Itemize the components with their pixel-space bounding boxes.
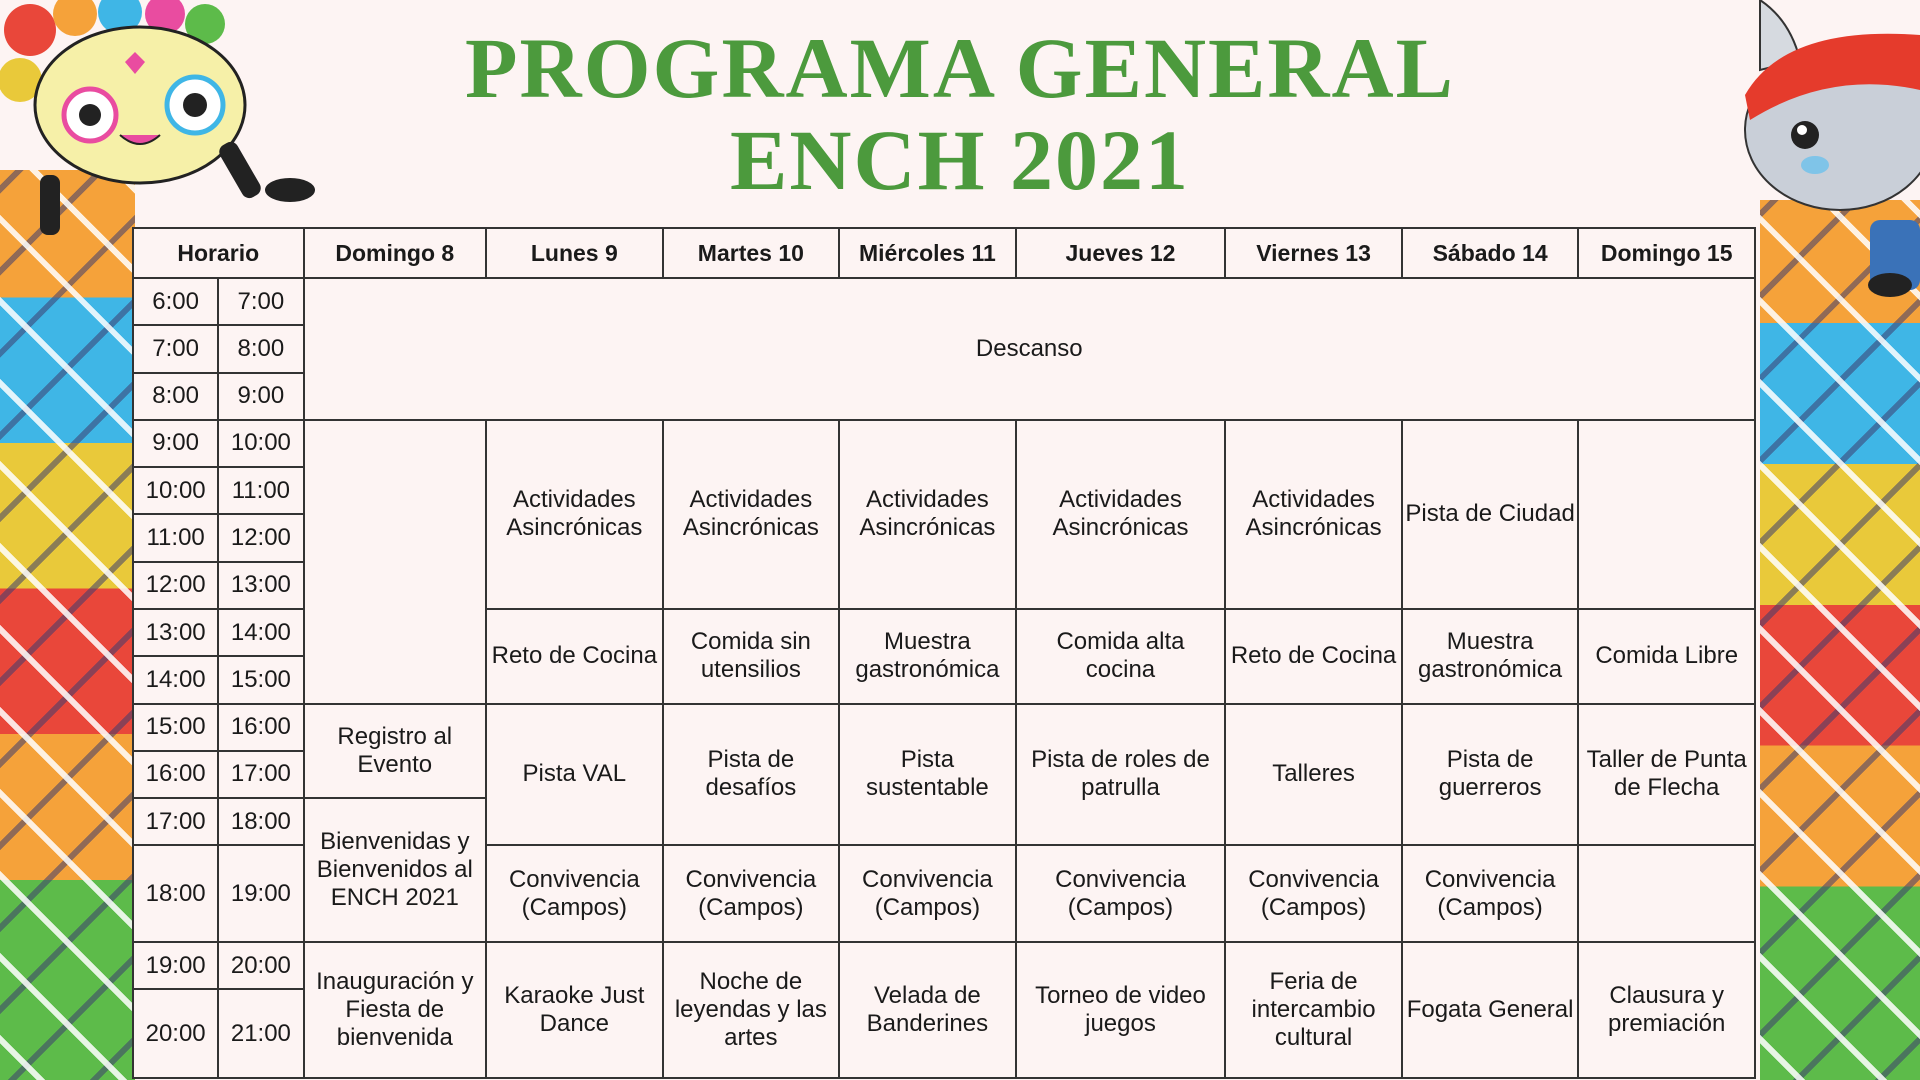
cell-domingo8-inauguracion: Inauguración y Fiesta de bienvenida xyxy=(304,942,487,1078)
cell-domingo15-taller-punta-flecha: Taller de Punta de Flecha xyxy=(1578,704,1755,846)
cell-viernes-convivencia: Convivencia (Campos) xyxy=(1225,845,1402,942)
time-start: 9:00 xyxy=(133,420,218,467)
time-end: 11:00 xyxy=(218,467,303,514)
time-start: 18:00 xyxy=(133,845,218,942)
cell-domingo8-registro: Registro al Evento xyxy=(304,704,487,799)
cell-sabado-muestra-gastronomica: Muestra gastronómica xyxy=(1402,609,1579,704)
cell-lunes-pista-val: Pista VAL xyxy=(486,704,663,846)
header-jueves-12: Jueves 12 xyxy=(1016,228,1226,278)
header-miercoles-11: Miércoles 11 xyxy=(839,228,1016,278)
cell-lunes-reto-cocina: Reto de Cocina xyxy=(486,609,663,704)
cell-sabado-pista-ciudad: Pista de Ciudad xyxy=(1402,420,1579,609)
title-line-1: PROGRAMA GENERAL xyxy=(465,20,1455,116)
time-start: 10:00 xyxy=(133,467,218,514)
header-domingo-8: Domingo 8 xyxy=(304,228,487,278)
time-end: 12:00 xyxy=(218,514,303,561)
cell-sabado-fogata: Fogata General xyxy=(1402,942,1579,1078)
time-end: 15:00 xyxy=(218,656,303,703)
cell-jueves-asincronicas: Actividades Asincrónicas xyxy=(1016,420,1226,609)
cell-domingo15-empty xyxy=(1578,420,1755,609)
cell-domingo8-bienvenidas: Bienvenidas y Bienvenidos al ENCH 2021 xyxy=(304,798,487,942)
cell-miercoles-asincronicas: Actividades Asincrónicas xyxy=(839,420,1016,609)
time-end: 7:00 xyxy=(218,278,303,325)
right-woven-border xyxy=(1760,200,1920,1080)
table-row xyxy=(133,278,1755,325)
cell-lunes-karaoke: Karaoke Just Dance xyxy=(486,942,663,1078)
header-martes-10: Martes 10 xyxy=(663,228,840,278)
time-start: 16:00 xyxy=(133,751,218,798)
cell-lunes-asincronicas: Actividades Asincrónicas xyxy=(486,420,663,609)
cell-domingo15-empty-evening xyxy=(1578,845,1755,942)
time-start: 15:00 xyxy=(133,704,218,751)
cell-viernes-reto-cocina: Reto de Cocina xyxy=(1225,609,1402,704)
cell-domingo15-comida-libre: Comida Libre xyxy=(1578,609,1755,704)
time-end: 8:00 xyxy=(218,325,303,372)
header-viernes-13: Viernes 13 xyxy=(1225,228,1402,278)
title-line-2: ENCH 2021 xyxy=(730,112,1190,208)
time-start: 12:00 xyxy=(133,562,218,609)
table-row xyxy=(133,420,1755,467)
cell-descanso: Descanso xyxy=(304,278,1755,420)
time-start: 11:00 xyxy=(133,514,218,561)
time-start: 20:00 xyxy=(133,989,218,1078)
page-title xyxy=(0,22,1920,206)
table-row xyxy=(133,942,1755,989)
cell-viernes-asincronicas: Actividades Asincrónicas xyxy=(1225,420,1402,609)
cell-sabado-convivencia: Convivencia (Campos) xyxy=(1402,845,1579,942)
cell-jueves-convivencia: Convivencia (Campos) xyxy=(1016,845,1226,942)
table-row xyxy=(133,704,1755,751)
cell-lunes-convivencia: Convivencia (Campos) xyxy=(486,845,663,942)
time-end: 18:00 xyxy=(218,798,303,845)
header-sabado-14: Sábado 14 xyxy=(1402,228,1579,278)
cell-miercoles-convivencia: Convivencia (Campos) xyxy=(839,845,1016,942)
time-end: 10:00 xyxy=(218,420,303,467)
cell-miercoles-pista-sustentable: Pista sustentable xyxy=(839,704,1016,846)
cell-jueves-torneo: Torneo de video juegos xyxy=(1016,942,1226,1078)
time-start: 13:00 xyxy=(133,609,218,656)
cell-jueves-comida-alta-cocina: Comida alta cocina xyxy=(1016,609,1226,704)
time-start: 7:00 xyxy=(133,325,218,372)
cell-martes-asincronicas: Actividades Asincrónicas xyxy=(663,420,840,609)
cell-sabado-pista-guerreros: Pista de guerreros xyxy=(1402,704,1579,846)
header-row xyxy=(133,228,1755,278)
header-lunes-9: Lunes 9 xyxy=(486,228,663,278)
cell-jueves-pista-roles: Pista de roles de patrulla xyxy=(1016,704,1226,846)
time-end: 19:00 xyxy=(218,845,303,942)
header-horario: Horario xyxy=(133,228,304,278)
cell-domingo15-clausura: Clausura y premiación xyxy=(1578,942,1755,1078)
time-start: 8:00 xyxy=(133,373,218,420)
time-end: 14:00 xyxy=(218,609,303,656)
time-end: 16:00 xyxy=(218,704,303,751)
time-end: 21:00 xyxy=(218,989,303,1078)
cell-martes-noche-leyendas: Noche de leyendas y las artes xyxy=(663,942,840,1078)
cell-viernes-talleres: Talleres xyxy=(1225,704,1402,846)
time-start: 14:00 xyxy=(133,656,218,703)
time-start: 19:00 xyxy=(133,942,218,989)
cell-martes-convivencia: Convivencia (Campos) xyxy=(663,845,840,942)
schedule-table xyxy=(132,227,1756,1079)
cell-miercoles-velada: Velada de Banderines xyxy=(839,942,1016,1078)
left-woven-border xyxy=(0,170,135,1080)
time-start: 6:00 xyxy=(133,278,218,325)
cell-martes-pista-desafios: Pista de desafíos xyxy=(663,704,840,846)
header-domingo-15: Domingo 15 xyxy=(1578,228,1755,278)
time-start: 17:00 xyxy=(133,798,218,845)
time-end: 17:00 xyxy=(218,751,303,798)
time-end: 20:00 xyxy=(218,942,303,989)
time-end: 13:00 xyxy=(218,562,303,609)
cell-domingo8-empty xyxy=(304,420,487,704)
cell-viernes-feria: Feria de intercambio cultural xyxy=(1225,942,1402,1078)
time-end: 9:00 xyxy=(218,373,303,420)
cell-martes-comida-sin-utensilios: Comida sin utensilios xyxy=(663,609,840,704)
cell-miercoles-muestra-gastronomica: Muestra gastronómica xyxy=(839,609,1016,704)
